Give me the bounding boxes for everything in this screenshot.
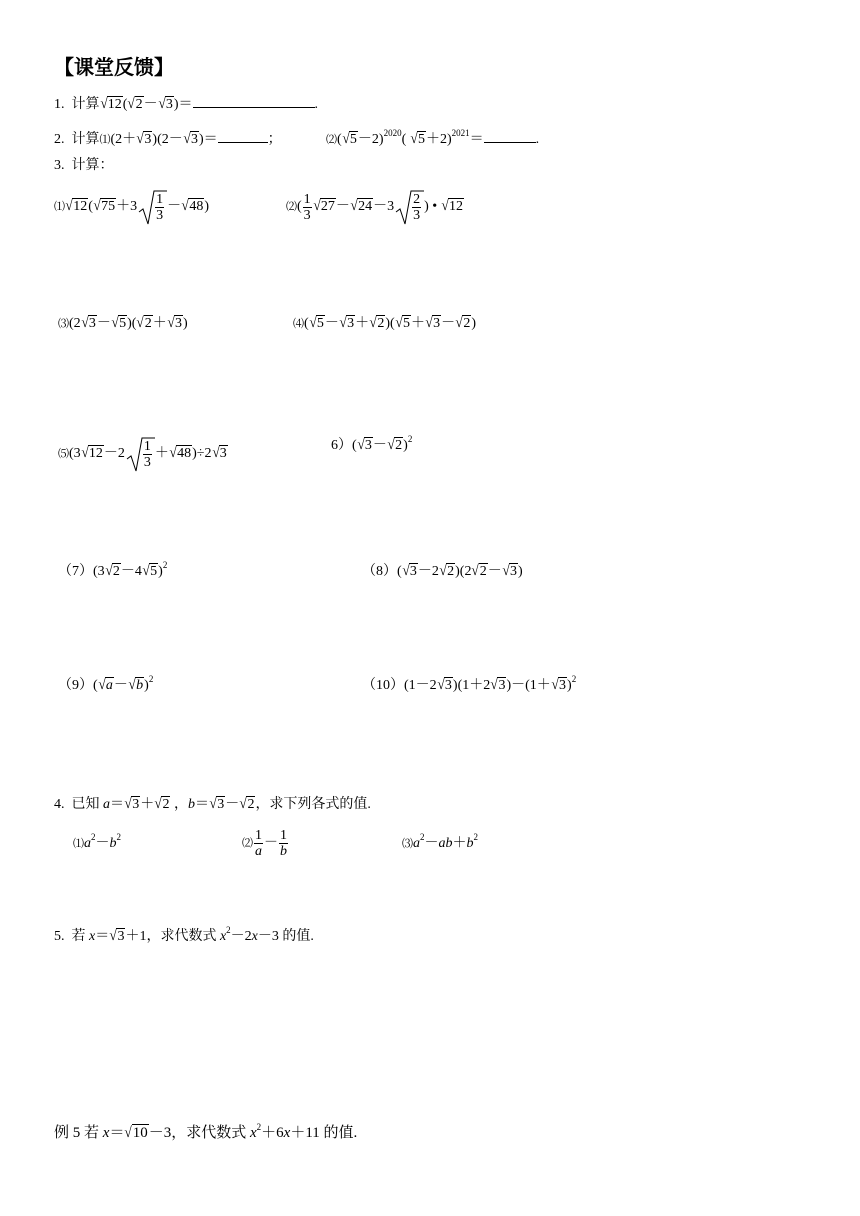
problem-4-1: $⑴a^2-b^2$ — [73, 832, 121, 851]
part-label: （10） — [362, 678, 404, 693]
question-2-verb: 计算 — [71, 132, 100, 147]
example-5-tail: 的值. — [323, 1125, 358, 1141]
problem-3-10: $(10)(1-2√3)(1+2√3)-(1+√3)^2$ — [362, 674, 577, 693]
part-label: ⑴ — [99, 134, 111, 146]
question-2-part-2: $⑵(√5-2)^{2020}$( √5＋2)$^{2021}$＝ . — [326, 128, 540, 147]
part-label: ⑴ — [54, 201, 65, 214]
part-label: （8） — [362, 564, 397, 579]
problem-3-9: $(9)(√a-√b)^2$ — [58, 674, 154, 693]
part-label: ⑶ — [58, 318, 69, 330]
example-5-label: 例 5 — [54, 1125, 81, 1141]
question-1: 1. 计算√12(√2－√3)＝ . — [54, 93, 318, 115]
part-label: ⑶ — [402, 838, 413, 850]
example-5-ask: ，求代数式 — [171, 1125, 247, 1141]
question-5-ask: ，求代数式 — [146, 929, 217, 944]
problem-4-2: ⑵ $\frac{1}{a}$ － $\frac{1}{b}$ — [242, 828, 287, 859]
example-5: 例 5 若 x＝√10－3，求代数式 $x^2+6x+11$ 的值. — [54, 1122, 358, 1141]
answer-blank[interactable] — [484, 128, 536, 143]
question-1-verb: 计算 — [71, 97, 100, 112]
problem-3-1: ⑴√12(√75＋3 $\frac{1}{3}$ －√48) — [54, 188, 209, 226]
part-label: ⑷ — [293, 318, 304, 330]
problem-3-4: ⑷(√5－√3＋√2)(√5＋√3－√2) — [293, 315, 477, 331]
radical-sign: $\frac{1}{3}$ — [137, 188, 167, 226]
problem-3-2: ⑵( $\frac{1}{3}$ √27－√24－3 $\frac{2}{3}$ ) • √12 — [286, 188, 464, 226]
part-label: ⑵ — [286, 201, 297, 214]
question-2: 2. 计算⑴(2＋√3)(2－√3)＝ ； — [54, 128, 282, 150]
question-3-verb: 计算： — [71, 158, 114, 173]
part-label: ⑵ — [326, 134, 337, 146]
answer-blank[interactable] — [218, 128, 268, 143]
question-5-if: 若 — [71, 929, 86, 944]
problem-3-5: ⑸(3√12－2 $\frac{1}{3}$ ＋√48)÷2√3 — [58, 435, 228, 473]
question-4: 4. 已知 a＝√3＋√2 ，b＝√3－√2，求下列各式的值. — [54, 796, 371, 812]
question-1-number: 1. — [54, 97, 65, 112]
question-5-number: 5. — [54, 929, 65, 944]
problem-3-7: $(7)(3√2-4√5)^2$ — [58, 560, 168, 579]
section-title: 【课堂反馈】 — [54, 55, 174, 79]
part-label: 6） — [331, 438, 352, 453]
part-label: ⑴ — [73, 838, 84, 850]
example-5-if: 若 — [84, 1125, 100, 1141]
problem-4-3: $⑶a^2-ab+b^2$ — [402, 832, 478, 851]
part-label: ⑸ — [58, 448, 69, 461]
part-label: （9） — [58, 678, 93, 693]
question-4-ask: ，求下列各式的值. — [255, 797, 371, 812]
question-5: 5. 若 x＝√3＋1，求代数式 $x^2-2x-3$ 的值. — [54, 925, 314, 944]
question-2-number: 2. — [54, 132, 65, 147]
problem-3-6: $6)(√3-√2)^2$ — [331, 434, 413, 453]
exponent: 2021 — [451, 128, 470, 138]
radical-sign: $\frac{1}{3}$ — [125, 435, 155, 473]
question-4-given: 已知 — [71, 797, 100, 812]
question-3-number: 3. — [54, 158, 65, 173]
problem-3-8: （8）(√3－2√2)(2√2－√3) — [362, 563, 523, 579]
exponent: 2020 — [383, 128, 402, 138]
separator: ； — [267, 132, 282, 147]
problem-3-3: ⑶(2√3－√5)(√2＋√3) — [58, 315, 188, 331]
question-5-tail: 的值. — [282, 929, 314, 944]
radical-sign: $\frac{2}{3}$ — [394, 188, 424, 226]
question-3 — [54, 156, 114, 176]
answer-blank[interactable] — [193, 93, 315, 108]
question-4-number: 4. — [54, 797, 65, 812]
part-label: （7） — [58, 564, 93, 579]
part-label: ⑵ — [242, 837, 253, 850]
